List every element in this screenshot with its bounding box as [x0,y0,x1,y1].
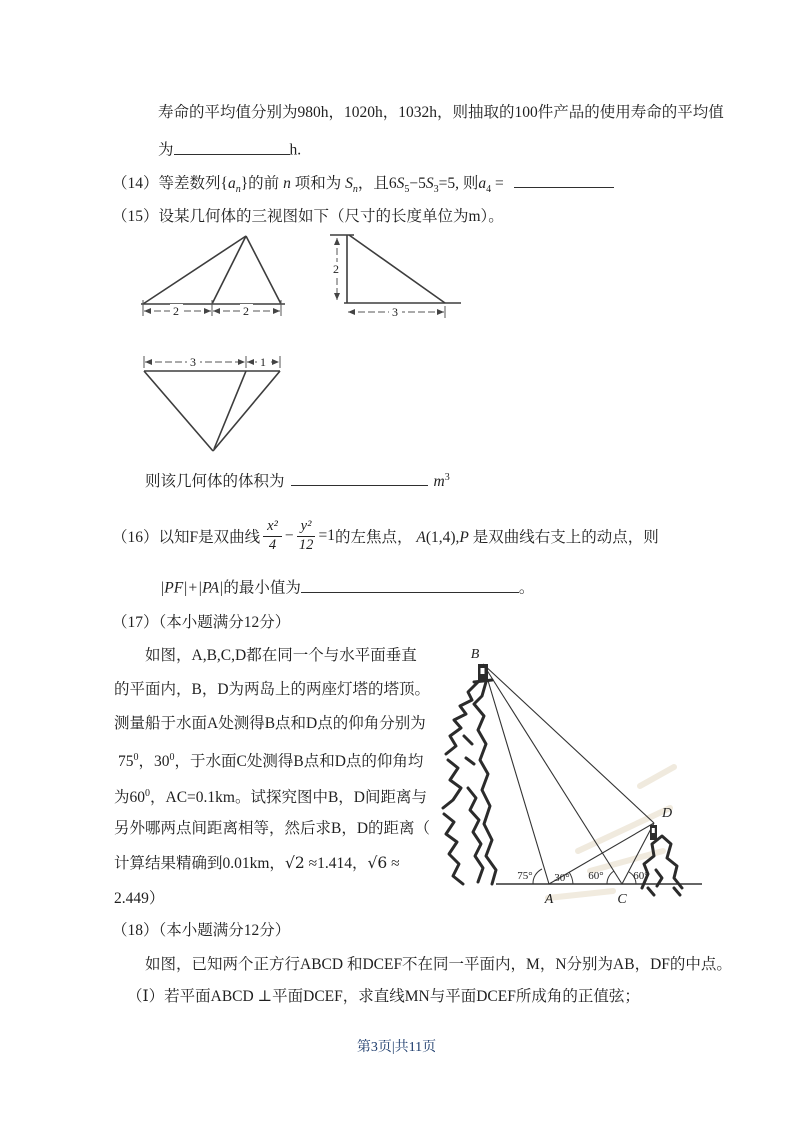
top-view-diagram [136,348,294,462]
q17-paragraph-line: 的平面内，B，D为两岛上的两座灯塔的塔顶。 [114,681,431,698]
label-point-A: A [544,892,554,907]
side-dim-width: 3 [392,305,398,319]
answer-blank-q13 [174,139,290,155]
answer-blank-q15 [291,470,428,486]
sight-lines [483,664,654,884]
line-B-A [483,664,549,884]
front-dim-left: 2 [173,304,179,318]
intro-line-2 [158,139,301,161]
side-dim-height: 2 [333,262,339,276]
q16-suffix: 的左焦点， A(1,4),P 是双曲线右支上的动点，则 [334,529,659,546]
q16-expression: |PF|+|PA| [160,579,224,597]
front-dim-right: 2 [243,304,249,318]
q14-line [112,172,614,200]
q18-line-2: （Ⅰ）若平面ABCD ⊥平面DCEF，求直线MN与平面DCEF所成角的正值弦； [127,988,640,1005]
fraction-x2-over-4 [263,519,282,552]
q17-paragraph-line: 2.449） [114,890,165,907]
top-view-outline [144,371,280,451]
q18-line-1: 如图，已知两个正方行ABCD 和DCEF不在同一平面内，M，N分别为AB，DF的中点。 [145,956,732,973]
q17-heading: （17）（本小题满分12分） [112,614,291,631]
front-view-outline [141,236,285,304]
q17-paragraph-line: $75^0$，$30^0$，于水面C处测得B点和D点的仰角均 [118,752,424,771]
q16-line-2 [160,577,534,599]
q15-volume-line [145,467,450,492]
minus-operator: − [284,527,294,544]
rock-right-island [642,836,682,895]
answer-blank-q16 [301,577,519,593]
label-point-B: B [470,647,480,662]
top-dim-left: 3 [190,355,196,369]
fraction-numerator: y² [297,519,316,536]
intro-line-1: 寿命的平均值分别为980h，1020h，1032h，则抽取的100件产品的使用寿命的平均值 [158,104,724,121]
side-view-outline [330,235,461,303]
q17-figure [428,636,706,916]
label-angle-30: 30° [554,872,570,884]
mountain-left-island [443,680,496,884]
fraction-numerator: x² [263,519,282,536]
lighthouse-D-icon [650,825,657,840]
top-dim-right: 1 [260,355,266,369]
q15-volume-text: 则该几何体的体积为 [145,473,285,491]
q14-text: （14）等差数列$\{a_n\}$的前 n 项和为 $S_n$，且$6S_5-5S_3=5$, 则$a_4$ = [112,174,504,195]
label-point-C: C [617,892,627,907]
q15-volume-unit: $m^3$ [433,472,450,491]
q17-paragraph-line: 为$60^0$，AC=0.1km。试探究图中B，D间距离与 [114,788,428,807]
label-angle-60-right: 60° [633,870,649,882]
label-point-D: D [662,806,673,821]
fraction-y2-over-12 [297,519,316,552]
front-view-dimension-lines [143,300,281,316]
label-angle-75: 75° [517,870,533,882]
intro-line2-prefix: 为 [158,141,174,159]
front-view-diagram [128,226,300,318]
fraction-denominator: 12 [298,536,314,553]
q16-period: 。 [518,579,535,597]
page-footer: 第3页|共11页 [356,1040,437,1055]
q17-paragraph-line: 测量船于水面A处测得B点和D点的仰角分别为 [114,715,426,732]
intro-line2-unit: h. [289,141,302,159]
q16-prefix: （16）以知F是双曲线 [112,529,261,546]
q17-paragraph-line: 计算结果精确到0.01km，√2 ≈1.414，√6 ≈ [114,854,400,872]
q17-paragraph-line: 另外哪两点间距离相等，然后求B，D的距离（ [114,820,431,837]
answer-blank-q14 [514,172,614,188]
equals-one: =1 [318,527,335,544]
q17-paragraph-line: 如图，A,B,C,D都在同一个与水平面垂直 [145,647,417,664]
lighthouse-B-icon [478,664,488,682]
side-view-diagram [328,226,468,320]
q18-heading: （18）（本小题满分12分） [112,922,291,939]
label-angle-60-left: 60° [588,870,604,882]
q16-line2-text: 的最小值为 [223,579,301,597]
q16-line-1 [112,512,659,560]
q15-heading: （15）设某几何体的三视图如下（尺寸的长度单位为m）。 [112,208,504,225]
fraction-denominator: 4 [268,536,277,553]
